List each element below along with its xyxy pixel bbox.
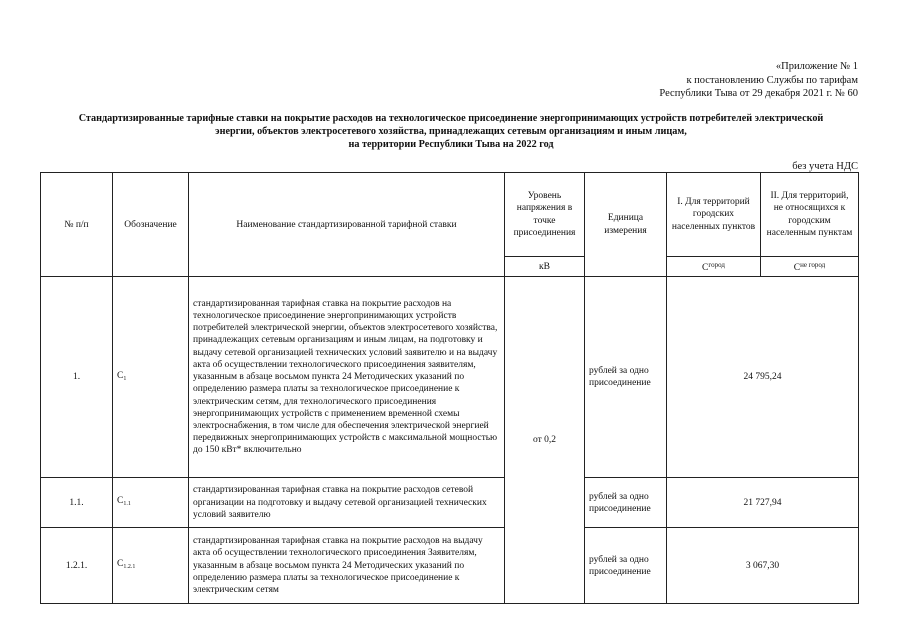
row-value: 3 067,30 — [667, 528, 859, 604]
row-symbol — [113, 277, 189, 478]
header-designation: Обозначение — [113, 173, 189, 277]
header-unit: Единица измерения — [585, 173, 667, 277]
appendix-line-3: Республики Тыва от 29 декабря 2021 г. № 60 — [659, 88, 858, 99]
appendix-line-2: к постановлению Службы по тарифам — [686, 74, 858, 86]
row-symbol-base: C — [117, 370, 124, 381]
voltage-value: от 0,2 — [505, 277, 585, 604]
row-unit: рублей за одно присоединение — [585, 277, 667, 478]
urban-symbol-base: C — [702, 263, 709, 273]
row-symbol-sub: 1.2.1 — [123, 564, 136, 571]
title-line-2: энергии, объектов электросетевого хозяйства, принадлежащих сетевым организациям и иным лицам, — [215, 126, 687, 137]
row-num: 1.1. — [41, 478, 113, 528]
table-row — [41, 277, 859, 478]
row-value: 21 727,94 — [667, 478, 859, 528]
row-symbol-base: C — [117, 559, 124, 570]
header-voltage-unit: кВ — [505, 257, 585, 277]
table-row — [41, 528, 859, 604]
header-voltage: Уровень напряжения в точке присоединения — [505, 173, 585, 257]
row-unit: рублей за одно присоединение — [585, 528, 667, 604]
urban-symbol-sup: город — [708, 261, 725, 269]
header-nonurban: II. Для территорий, не относящихся к городским населенным пунктам — [761, 173, 859, 257]
title-line-1: Стандартизированные тарифные ставки на покрытие расходов на технологическое присоединение энергопринимающих устройств потребителей электрической — [78, 113, 824, 124]
row-symbol-base: C — [117, 496, 124, 507]
row-symbol — [113, 528, 189, 604]
header-urban-symbol — [667, 257, 761, 277]
nonurban-symbol-sup: не город — [800, 261, 826, 269]
header-name: Наименование стандартизированной тарифной ставки — [189, 173, 505, 277]
row-symbol-sub: 1 — [123, 375, 127, 382]
row-num: 1. — [41, 277, 113, 478]
appendix-line-1: «Приложение № 1 — [775, 61, 858, 72]
header-urban: I. Для территорий городских населенных пунктов — [667, 173, 761, 257]
row-symbol-sub: 1.1 — [123, 501, 131, 508]
row-name: стандартизированная тарифная ставка на покрытие расходов на технологическое присоединение энергопринимающих устройств потребителей электрической энергии, объектов электросетевого хозяйства, принадлежащих сетевым организациям и иным лицам, на подготовку и выдачу сетевой организацией технических условий заявителю и на выдачу акта об осуществлении технологического присоединения заявителям, указанным в абзаце восьмом пункта 24 Методических указаний по определению размера платы за технологическое присоединение к электрическим сетям, для технологического присоединения энергопринимающих устройств с применением временной схемы электроснабжения, в том числе для обеспечения электрической энергией передвижных энергопринимающих устройств с максимальной мощностью до 150 кВт* включительно — [189, 277, 505, 478]
tariff-table — [40, 172, 859, 604]
row-num: 1.2.1. — [41, 528, 113, 604]
row-unit: рублей за одно присоединение — [585, 478, 667, 528]
document-title — [40, 112, 862, 151]
nonurban-symbol-base: C — [793, 263, 801, 273]
row-name: стандартизированная тарифная ставка на покрытие расходов сетевой организации на подготовку и выдачу сетевой организацией технических условий заявителю — [189, 478, 505, 528]
row-value: 24 795,24 — [667, 277, 859, 478]
row-symbol — [113, 478, 189, 528]
table-row — [41, 478, 859, 528]
appendix-header — [659, 60, 858, 101]
row-name: стандартизированная тарифная ставка на покрытие расходов на выдачу акта об осуществлении технологического присоединения Заявителям, указанным в абзаце восьмом пункта 24 Методических указаний по определению размера платы за технологическое присоединение к электрическим сетям — [189, 528, 505, 604]
header-nonurban-symbol — [761, 257, 859, 277]
title-line-3: на территории Республики Тыва на 2022 год — [348, 139, 554, 150]
header-num: № п/п — [41, 173, 113, 277]
header-row — [41, 173, 859, 257]
vat-note: без учета НДС — [792, 161, 858, 172]
